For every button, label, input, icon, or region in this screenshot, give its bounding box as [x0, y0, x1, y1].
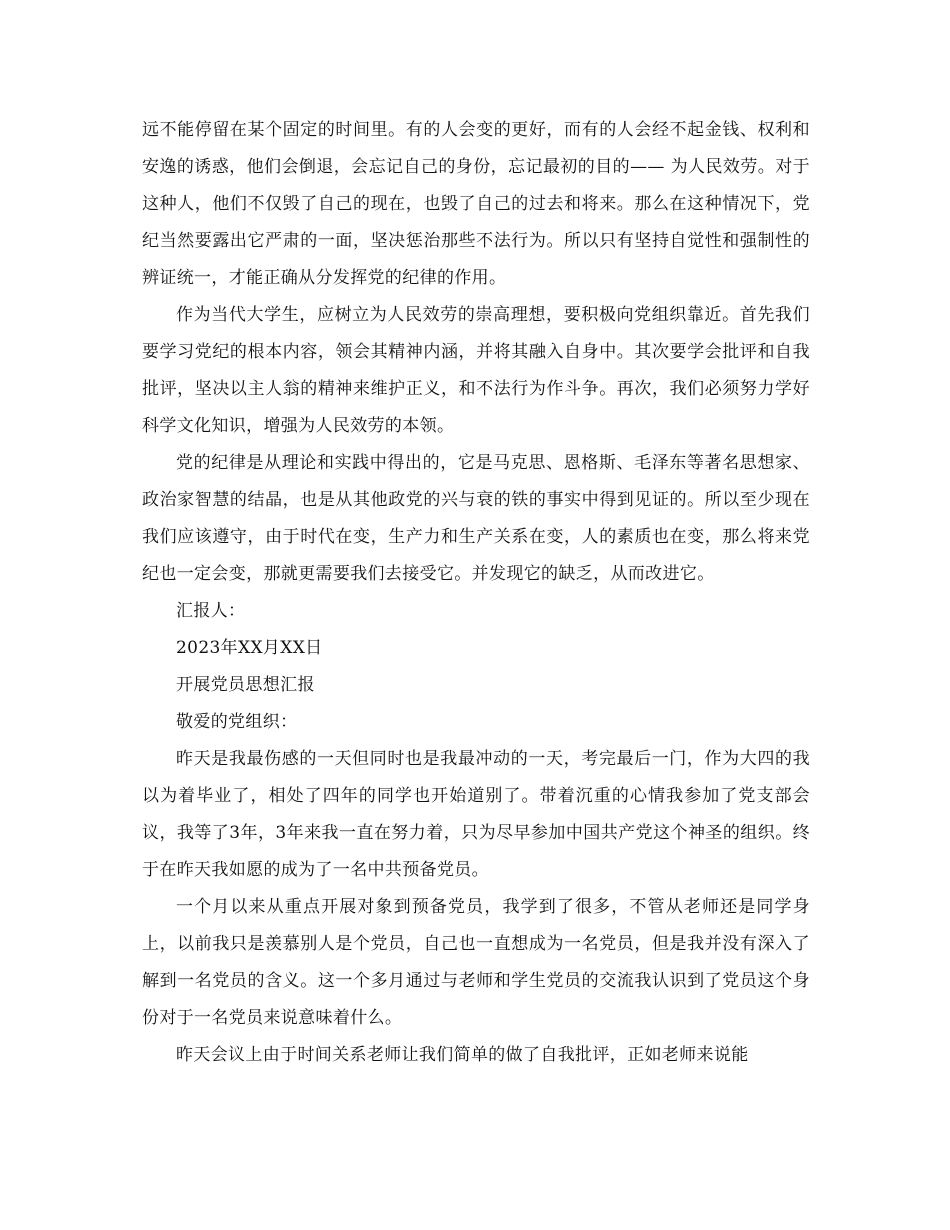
paragraph-5: 一个月以来从重点开展对象到预备党员，我学到了很多，不管从老师还是同学身上，以前我只是羡慕别人是个党员，自己也一直想成为一名党员，但是我并没有深入了解到一名党员的含义。这一个多月通过与老师和学生党员的交流我认识到了党员这个身份对于一名党员来说意味着什么。: [142, 897, 810, 1028]
paragraph-1: 远不能停留在某个固定的时间里。有的人会变的更好，而有的人会经不起金钱、权利和安逸的诱惑，他们会倒退，会忘记自己的身份，忘记最初的目的—— 为人民效劳。对于这种人，他们不仅毁了自己的现在，也毁了自己的过去和将来。那么在这种情况下，党纪当然要露出它严肃的一面，坚决惩治那些不法行为。所以只有坚持自觉性和强制性的辨证统一，才能正确从分发挥党的纪律的作用。: [142, 120, 810, 288]
document-body: [142, 112, 810, 1074]
reporter-label: 汇报人：: [176, 601, 246, 621]
paragraph-6: 昨天会议上由于时间关系老师让我们简单的做了自我批评，正如老师来说能: [176, 1045, 749, 1065]
report-date: 2023年XX月XX日: [176, 638, 323, 658]
paragraph-2: 作为当代大学生，应树立为人民效劳的崇高理想，要积极向党组织靠近。首先我们要学习党纪的根本内容，领会其精神内涵，并将其融入自身中。其次要学会批评和自我批评，坚决以主人翁的精神来维护正义，和不法行为作斗争。再次，我们必须努力学好科学文化知识，增强为人民效劳的本领。: [142, 305, 810, 436]
salutation: 敬爱的党组织：: [176, 712, 298, 732]
section-title: 开展党员思想汇报: [176, 675, 315, 695]
paragraph-3: 党的纪律是从理论和实践中得出的，它是马克思、恩格斯、毛泽东等著名思想家、政治家智慧的结晶，也是从其他政党的兴与衰的铁的事实中得到见证的。所以至少现在我们应该遵守，由于时代在变，生产力和生产关系在变，人的素质也在变，那么将来党纪也一定会变，那就更需要我们去接受它。并发现它的缺乏，从而改进它。: [142, 453, 810, 584]
paragraph-4: 昨天是我最伤感的一天但同时也是我最冲动的一天，考完最后一门，作为大四的我以为着毕业了，相处了四年的同学也开始道别了。带着沉重的心情我参加了党支部会议，我等了3年，3年来我一直在努力着，只为尽早参加中国共产党这个神圣的组织。终于在昨天我如愿的成为了一名中共预备党员。: [142, 749, 810, 880]
